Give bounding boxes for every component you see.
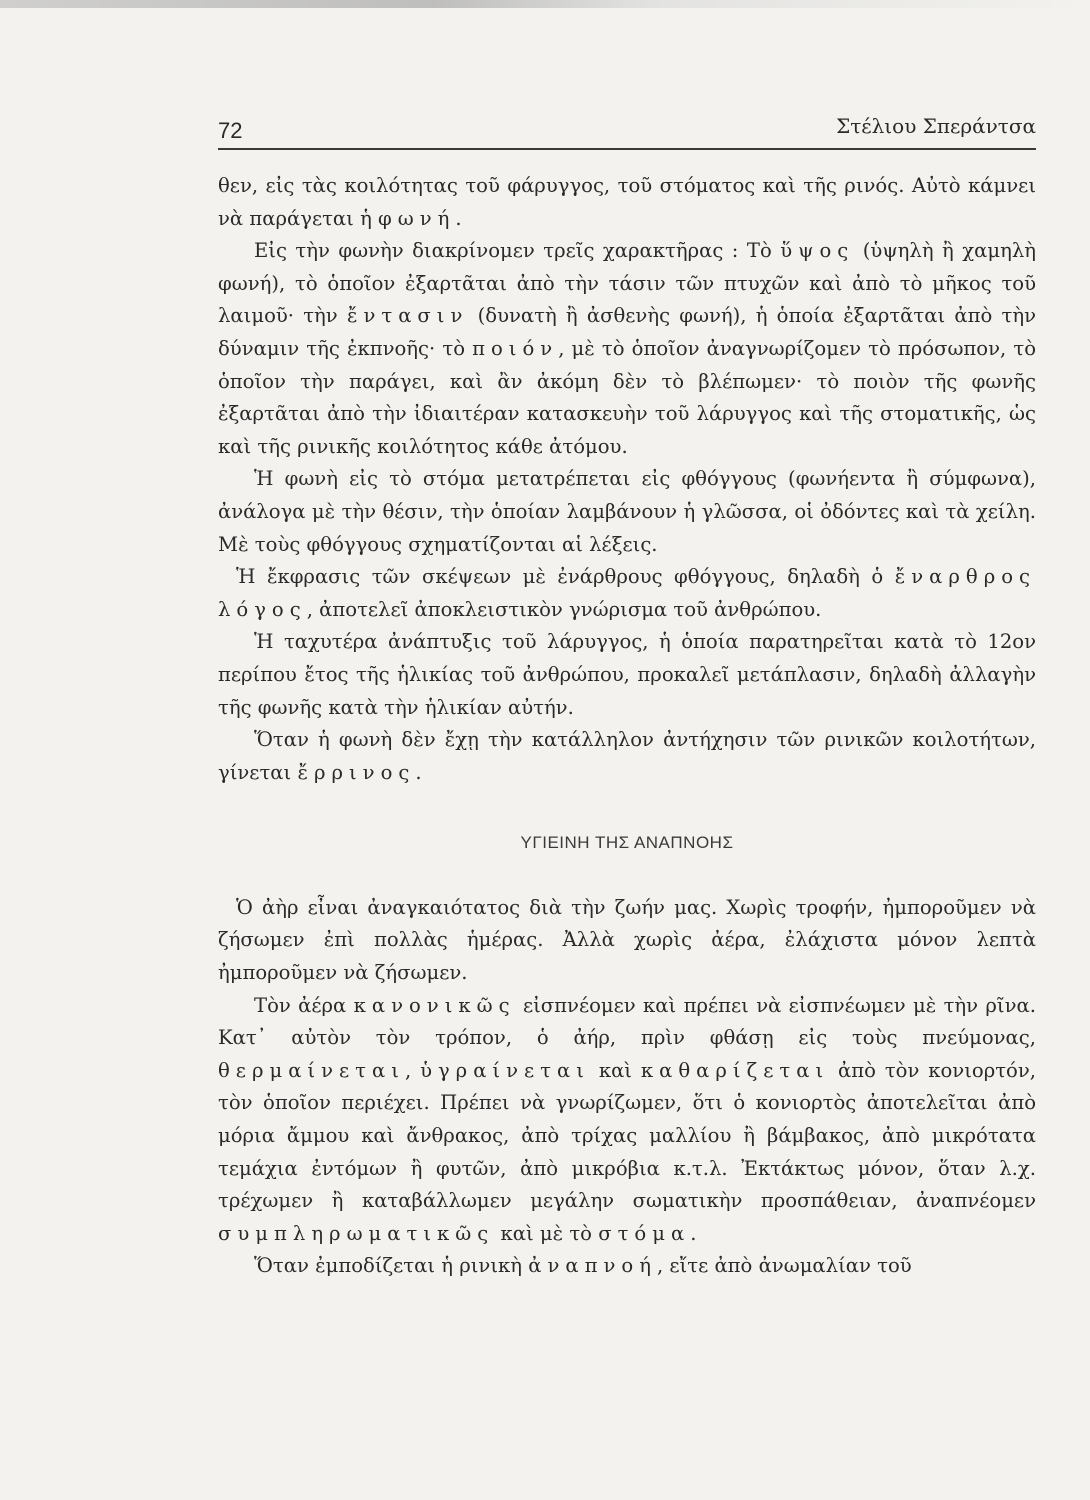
text-run: . [690,1221,697,1245]
page-number: 72 [218,118,243,143]
section-heading: ΥΓΙΕΙΝΗ ΤΗΣ ΑΝΑΠΝΟΗΣ [520,833,734,853]
emphasized-term: ἔναρθρος λόγος [218,565,1036,621]
text-run: , ἀποτελεῖ ἀποκλειστικὸν γνώρισμα τοῦ ἀνθρώπου. [306,597,822,621]
text-run: εἰσπνέομεν καὶ πρέπει νὰ εἰσπνέωμεν μὲ τὴν ρῖνα. Κατ᾽ αὐτὸν τὸν τρόπον, ὁ ἀήρ, πρὶν φθάσῃ εἰς τοὺς πνεύμονας, [218,993,1036,1050]
paragraph-p6 [218,724,1036,789]
text-run: Τὸν ἀέρα [254,993,354,1017]
paragraph-p9 [218,1250,1036,1283]
running-head-author: Στέλιου Σπεράντσα [836,114,1036,138]
text-run: Ὅταν ἐμποδίζεται ἡ ρινικὴ [254,1254,529,1278]
running-head [218,108,1036,150]
paragraphs-after-heading [218,892,1036,1283]
emphasized-term: στόμα [598,1221,691,1245]
text-run: Ἡ ἔκφρασις τῶν σκέψεων μὲ ἐνάρθρους φθόγγους, δηλαδὴ ὁ [236,565,895,589]
emphasized-term: ποιόν [472,336,559,360]
emphasized-term: κανονικῶς [353,993,516,1017]
text-run: , εἴτε ἀπὸ ἀνωμαλίαν τοῦ [656,1254,912,1278]
emphasized-term: συμπληρωματικῶς [218,1221,495,1245]
paragraph-p2 [218,235,1036,463]
text-run: Ὁ ἀὴρ εἶναι ἀναγκαιότατος διὰ τὴν ζωήν μας. Χωρὶς τροφήν, ἠμποροῦμεν νὰ ζήσωμεν ἐπὶ πολλὰς ἡμέρας. Ἀλλὰ χωρὶς ἀέρα, ἐλάχιστα μόνον λεπτὰ ἠμποροῦμεν νὰ ζήσωμεν. [218,895,1036,985]
text-run: . [455,206,462,230]
text-run: ἀπὸ τὸν κονιορτόν, τὸν ὁποῖον περιέχει. Πρέπει νὰ γνωρίζωμεν, ὅτι ὁ κονιορτὸς ἀποτελεῖται ἀπὸ μόρια ἄμμου καὶ ἄνθρακος, ἀπὸ τρίχας μαλλίου ἢ βάμβακος, ἀπὸ μικρότατα τεμάχια ἐντόμων ἢ φυτῶν, ἀπὸ μικρόβια κ.τ.λ. Ἐκτάκτως μόνον, ὅταν λ.χ. τρέχωμεν ἢ καταβάλλωμεν μεγάλην σωματικὴν προσπάθειαν, ἀναπνέομεν [218,1058,1036,1213]
text-run: , [404,1058,421,1082]
emphasized-term: θερμαίνεται [218,1058,405,1082]
scan-edge-shadow [0,0,1090,8]
text-run: Ἡ φωνὴ εἰς τὸ στόμα μετατρέπεται εἰς φθόγγους (φωνήεντα ἢ σύμφωνα), ἀνάλογα μὲ τὴν θέσιν, τὴν ὁποίαν λαμβάνουν ἡ γλῶσσα, οἱ ὀδόντες καὶ τὰ χείλη. Μὲ τοὺς φθόγγους σχηματίζονται αἱ λέξεις. [218,467,1036,556]
paragraph-p1 [218,170,1036,235]
emphasized-term: καθαρίζεται [640,1058,830,1082]
text-run: , μὲ τὸ ὁποῖον ἀναγνωρίζομεν τὸ πρόσωπον, τὸ ὁποῖον τὴν παράγει, καὶ ἂν ἀκόμη δὲν τὸ βλέπωμεν· τὸ ποιὸν τῆς φωνῆς ἐξαρτᾶται ἀπὸ τὴν ἰδιαιτέραν κατασκευὴν τοῦ λάρυγγος καὶ τῆς στοματικῆς, ὡς καὶ τῆς ρινικῆς κοιλότητος κάθε ἀτόμου. [218,336,1036,458]
emphasized-term: φωνή [378,206,456,230]
text-run: (δυνατὴ ἢ ἀσθενὴς φωνή), ἡ ὁποία ἐξαρτᾶται ἀπὸ τὴν δύναμιν τῆς ἐκπνοῆς· τὸ [218,304,1036,360]
body-text [218,170,1036,1283]
paragraph-p8 [218,990,1036,1251]
emphasized-term: ἔρρινος [297,760,416,784]
emphasized-term: ἀναπνοή [528,1254,657,1278]
paragraph-p7 [218,892,1036,990]
book-page [218,108,1036,1283]
text-run: (ὑψηλὴ ἢ χαμηλὴ φωνή), τὸ ὁποῖον ἐξαρτᾶται ἀπὸ τὴν τάσιν τῶν πτυχῶν καὶ ἀπὸ τὸ μῆκος τοῦ λαιμοῦ· τὴν [218,239,1037,328]
text-run: . [415,760,422,784]
text-run: καὶ μὲ τὸ [494,1221,599,1245]
paragraph-p4 [218,561,1036,626]
emphasized-term: ὑγραίνεται [420,1058,590,1082]
emphasized-term: ἔντασιν [346,304,469,328]
text-run: καὶ [589,1058,641,1082]
emphasized-term: ὕψος [780,239,855,263]
paragraph-p5 [218,626,1036,724]
text-run: Ἡ ταχυτέρα ἀνάπτυξις τοῦ λάρυγγος, ἡ ὁποία παρατηρεῖται κατὰ τὸ 12ον περίπου ἔτος τῆς ἡλικίας τοῦ ἀνθρώπου, προκαλεῖ μετάπλασιν, δηλαδὴ ἀλλαγὴν τῆς φωνῆς κατὰ τὴν ἡλικίαν αὐτήν. [218,630,1036,719]
text-run: Ὅταν ἡ φωνὴ δὲν ἔχῃ τὴν κατάλληλον ἀντήχησιν τῶν ρινικῶν κοιλοτήτων, γίνεται [218,728,1036,784]
paragraphs-before-heading [218,170,1036,789]
text-run: Εἰς τὴν φωνὴν διακρίνομεν τρεῖς χαρακτῆρας : Τὸ [254,239,781,263]
paragraph-p3 [218,463,1036,561]
text-run: θεν, εἰς τὰς κοιλότητας τοῦ φάρυγγος, τοῦ στόματος καὶ τῆς ρινός. Αὐτὸ κάμνει νὰ παράγεται ἡ [218,174,1036,230]
